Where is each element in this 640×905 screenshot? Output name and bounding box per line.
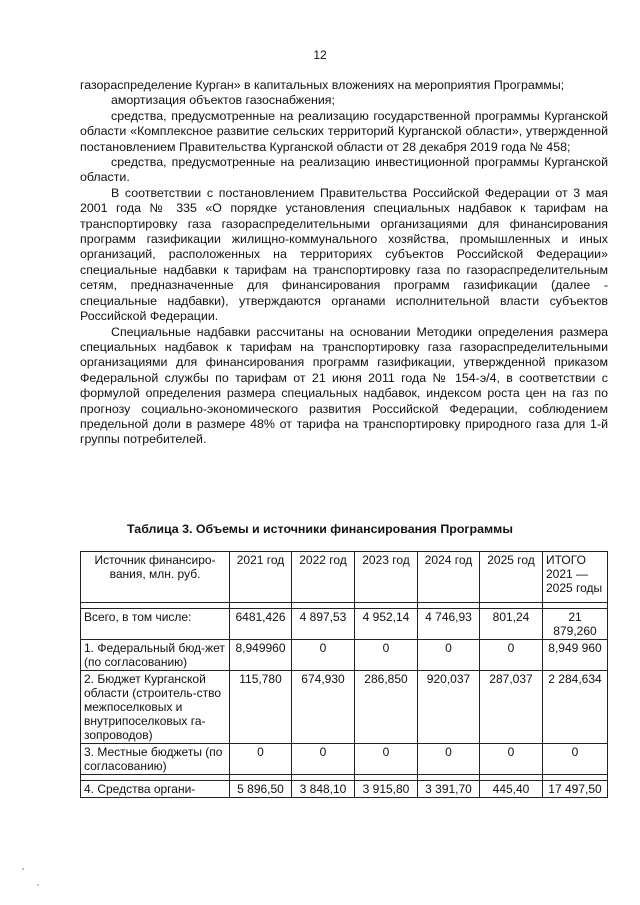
table-cell: 4 952,14 xyxy=(355,609,418,640)
table-row xyxy=(81,781,608,798)
scan-speck xyxy=(37,884,39,886)
table-cell: 0 xyxy=(230,744,292,775)
table-cell: 0 xyxy=(480,744,543,775)
scan-speck xyxy=(22,868,24,870)
table-header-row xyxy=(81,552,608,603)
table-cell: 8,949960 xyxy=(230,640,292,671)
table-cell: 286,850 xyxy=(355,671,418,744)
table-cell: 2. Бюджет Курганской области (строитель-ство межпоселковых и внутрипоселковых га-зопроводов) xyxy=(81,671,230,744)
page-number: 12 xyxy=(313,48,327,62)
table-cell: 0 xyxy=(480,640,543,671)
table-caption: Таблица 3. Объемы и источники финансирования Программы xyxy=(127,522,513,536)
header-cell: 2021 год xyxy=(230,552,292,603)
header-cell: 2022 год xyxy=(292,552,355,603)
header-cell: Источник финансиро-вания, млн. руб. xyxy=(81,552,230,603)
table-cell: 0 xyxy=(292,640,355,671)
table-cell: 3. Местные бюджеты (по согласованию) xyxy=(81,744,230,775)
table-cell: 3 915,80 xyxy=(355,781,418,798)
paragraph: средства, предусмотренные на реализацию инвестиционной программы Курганской области. xyxy=(80,155,608,185)
table-row xyxy=(81,671,608,744)
header-cell: 2025 год xyxy=(480,552,543,603)
table-cell: 0 xyxy=(543,744,608,775)
table-cell: 1. Федеральный бюд-жет (по согласованию) xyxy=(81,640,230,671)
table-cell: 0 xyxy=(292,744,355,775)
table-row xyxy=(81,609,608,640)
table-cell: 4. Средства органи- xyxy=(81,781,230,798)
paragraph: В соответствии с постановлением Правительства Российской Федерации от 3 мая 2001 года № 335 «О порядке установления специальных надбавок к тарифам на транспортировку газа газораспределительными организациями для финансирования программ газификации жилищно-коммунального хозяйства, промышленных и иных организаций, расположенных на территориях субъектов Российской Федерации» специальные надбавки к тарифам на транспортировку газа по газораспределительным сетям, предназначенные для финансирования программ газификации (далее - специальные надбавки), утверждаются органами исполнительной власти субъектов Российской Федерации. xyxy=(80,185,608,324)
table-cell: 0 xyxy=(355,744,418,775)
table-cell: 0 xyxy=(418,640,480,671)
table-cell: 4 897,53 xyxy=(292,609,355,640)
table-cell: 5 896,50 xyxy=(230,781,292,798)
header-cell: 2024 год xyxy=(418,552,480,603)
table-cell: 674,930 xyxy=(292,671,355,744)
table-cell: Всего, в том числе: xyxy=(81,609,230,640)
table-cell: 445,40 xyxy=(480,781,543,798)
paragraph: средства, предусмотренные на реализацию государственной программы Курганской области «Комплексное развитие сельских территорий Курганской области», утвержденной постановлением Правительства Курганской области от 28 декабря 2019 года № 458; xyxy=(80,108,608,154)
table-cell: 8,949 960 xyxy=(543,640,608,671)
table-cell: 115,780 xyxy=(230,671,292,744)
table-cell: 287,037 xyxy=(480,671,543,744)
paragraph: амортизация объектов газоснабжения; xyxy=(111,93,335,108)
table-cell: 0 xyxy=(418,744,480,775)
paragraph: Специальные надбавки рассчитаны на основании Методики определения размера специальных надбавок к тарифам на транспортировку газа газораспределительными организациями для финансирования программ газификации, утвержденной приказом Федеральной службы по тарифам от 21 июня 2011 года № 154-э/4, в соответствии с формулой определения размера специальных надбавок, индексом роста цен на газ по прогнозу социально-экономического развития Российской Федерации, соблюдением предельной доли в размере 48% от тарифа на транспортировку природного газа для 1-й группы потребителей. xyxy=(80,324,608,447)
table-cell: 21 879,260 xyxy=(543,609,608,640)
paragraph: газораспределение Курган» в капитальных вложениях на мероприятия Программы; xyxy=(80,78,565,92)
header-cell: 2023 год xyxy=(355,552,418,603)
table-cell: 920,037 xyxy=(418,671,480,744)
table-cell: 801,24 xyxy=(480,609,543,640)
financing-table xyxy=(80,551,608,798)
table-cell: 3 391,70 xyxy=(418,781,480,798)
table-cell: 2 284,634 xyxy=(543,671,608,744)
header-cell: ИТОГО 2021 — 2025 годы xyxy=(543,552,608,603)
table-row xyxy=(81,744,608,775)
table-cell: 0 xyxy=(355,640,418,671)
table-cell: 6481,426 xyxy=(230,609,292,640)
table-cell: 3 848,10 xyxy=(292,781,355,798)
body-text xyxy=(80,78,608,448)
table-cell: 4 746,93 xyxy=(418,609,480,640)
table-cell: 17 497,50 xyxy=(543,781,608,798)
table-row xyxy=(81,640,608,671)
